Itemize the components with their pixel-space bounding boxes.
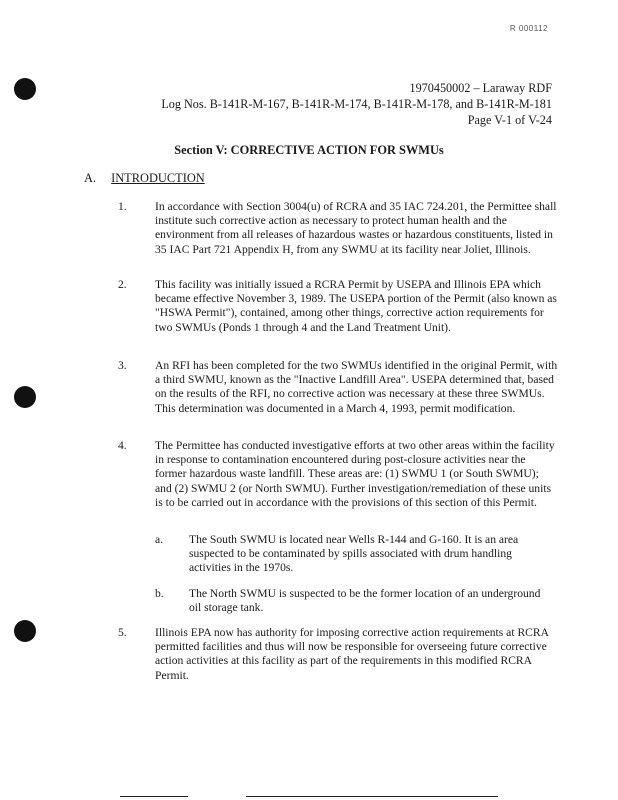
footer-rule-right xyxy=(246,796,498,797)
paragraph-5 xyxy=(118,626,558,683)
subitem-letter: b. xyxy=(155,587,164,600)
document-header xyxy=(161,80,552,128)
paragraph-number: 1. xyxy=(118,200,127,213)
paragraph-number: 3. xyxy=(118,359,127,372)
paragraph-2 xyxy=(118,278,558,335)
paragraph-text: Illinois EPA now has authority for imposing corrective action requirements at RCRA permitted facilities and thus will now be responsible for overseeing future corrective action activities at this facility as part of the requirements in this modified RCRA Permit. xyxy=(155,626,549,682)
punch-hole-bottom xyxy=(14,620,36,642)
paragraph-text: This facility was initially issued a RCRA Permit by USEPA and Illinois EPA which became effective November 3, 1989. The USEPA portion of the Permit (also known as "HSWA Permit"), contained, among other things, corrective action requirements for two SWMUs (Ponds 1 through 4 and the Land Treatment Unit). xyxy=(155,278,557,334)
subsection-heading xyxy=(84,171,205,186)
punch-hole-top xyxy=(14,78,36,100)
paragraph-number: 2. xyxy=(118,278,127,291)
subitem-a xyxy=(155,533,555,576)
subitem-text: The North SWMU is suspected to be the former location of an underground oil storage tank. xyxy=(189,587,541,615)
section-title: Section V: CORRECTIVE ACTION FOR SWMUs xyxy=(174,143,444,157)
paragraph-text: The Permittee has conducted investigative efforts at two other areas within the facility in response to contamination encountered during post-closure activities near the former hazardous waste landfill. These areas are: (1) SWMU 1 (or South SWMU); and (2) SWMU 2 (or North SWMU). Further investigation/remediation of these units is to be carried out in accordance with the provisions of this section of this Permit. xyxy=(155,439,555,509)
header-permit-line: 1970450002 – Laraway RDF xyxy=(409,81,552,95)
subsection-title: INTRODUCTION xyxy=(111,171,205,185)
paragraph-3 xyxy=(118,359,558,416)
subitem-text: The South SWMU is located near Wells R-144 and G-160. It is an area suspected to be contaminated by spills associated with drum handling activities in the 1970s. xyxy=(189,533,519,575)
subitem-b xyxy=(155,587,555,615)
header-log-numbers: Log Nos. B-141R-M-167, B-141R-M-174, B-141R-M-178, and B-141R-M-181 xyxy=(161,97,552,111)
subitem-letter: a. xyxy=(155,533,164,546)
paragraph-number: 4. xyxy=(118,439,127,452)
header-page-number: Page V-1 of V-24 xyxy=(467,113,552,127)
paragraph-text: An RFI has been completed for the two SWMUs identified in the original Permit, with a third SWMU, known as the "Inactive Landfill Area". USEPA determined that, based on the results of the RFI, no corrective action was necessary at these three SWMUs. This determination was documented in a March 4, 1993, permit modification. xyxy=(155,359,558,415)
paragraph-4 xyxy=(118,439,558,510)
paragraph-number: 5. xyxy=(118,626,127,639)
paragraph-1 xyxy=(118,200,558,257)
subsection-letter: A. xyxy=(84,171,97,185)
paragraph-text: In accordance with Section 3004(u) of RCRA and 35 IAC 724.201, the Permittee shall institute such corrective action as necessary to protect human health and the environment from all releases of hazardous wastes or hazardous constituents, listed in 35 IAC Part 721 Appendix H, from any SWMU at its facility near Joliet, Illinois. xyxy=(155,200,557,256)
punch-hole-middle xyxy=(14,386,36,408)
page-stamp: R 000112 xyxy=(509,24,548,33)
footer-rule-left xyxy=(120,796,188,797)
